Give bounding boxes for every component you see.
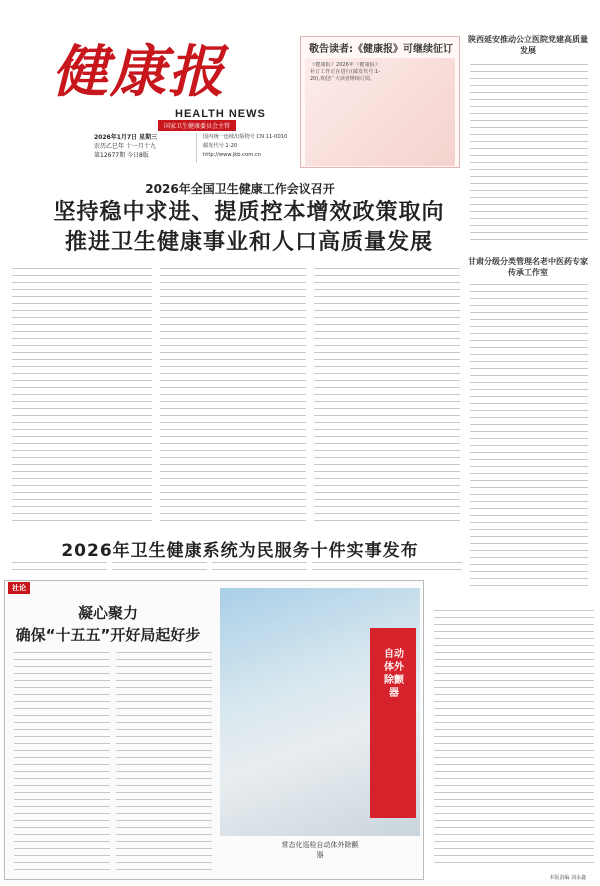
side-text-3 [434, 610, 594, 866]
lead-headline-line-1: 坚持稳中求进、提质控本增效政策取向 [53, 200, 445, 225]
lead-headline-line-2: 推进卫生健康事业和人口高质量发展 [64, 230, 433, 255]
promo-title: 敬告读者:《健康报》可继续征订 [309, 44, 453, 55]
editorial-tag: 社论 [8, 582, 30, 594]
sponsor-label: 国家卫生健康委员会主管 [158, 120, 236, 131]
publication-info [196, 133, 291, 163]
website[interactable]: http://www.jkb.com.cn [203, 152, 262, 158]
cn-number: 国内统一连续出版物号 CN 11-0010 [203, 134, 288, 140]
second-body-col-4 [312, 562, 462, 572]
side-column [468, 34, 588, 56]
lead-body-col-1 [12, 268, 152, 526]
side-headline-1: 陕西延安推动公立医院党建高质量发展 [468, 35, 588, 55]
photo-caption: 常态化巡检自动体外除颤器 [281, 841, 359, 859]
lead-body-col-3 [314, 268, 460, 526]
editorial-body-col-2 [116, 652, 212, 872]
english-title: HEALTH NEWS [175, 108, 266, 120]
page-footer: 本版责编 刘永鑫 [549, 875, 586, 881]
issue-number: 第12677期 今日8版 [94, 152, 149, 159]
second-headline: 2026年卫生健康系统为民服务十件实事发布 [61, 541, 419, 561]
promo-body: 《健康报》2026年《健康报》补订工作正在进行(邮发代号:1-20),欢迎广大读者继续订阅。 [310, 62, 380, 82]
side-text-2 [470, 284, 588, 590]
side-text-1 [470, 64, 588, 246]
second-body-col-2 [112, 562, 207, 572]
editorial-headline-line-2: 确保“十五五”开好局起好步 [15, 626, 201, 644]
lead-body-col-2 [160, 268, 306, 526]
newspaper-logo: 健康报 [52, 39, 226, 105]
second-body-col-3 [212, 562, 307, 572]
aed-cabinet-label: 自动体外除颤器 [384, 649, 404, 699]
lead-headline [34, 198, 464, 258]
postal-code: 邮发代号 1-20 [203, 143, 238, 149]
editorial-headline-line-1: 凝心聚力 [77, 604, 138, 622]
issue-date: 2026年1月7日 星期三 [94, 134, 158, 141]
editorial-body-col-1 [14, 652, 110, 872]
issue-lunar: 农历乙巳年 十一月十九 [94, 143, 156, 150]
issue-info [94, 133, 194, 163]
second-body-col-1 [12, 562, 107, 572]
lead-kicker: 2026年全国卫生健康工作会议召开 [145, 182, 335, 196]
side-headline-2: 甘肃分级分类管理名老中医药专家传承工作室 [468, 257, 588, 277]
